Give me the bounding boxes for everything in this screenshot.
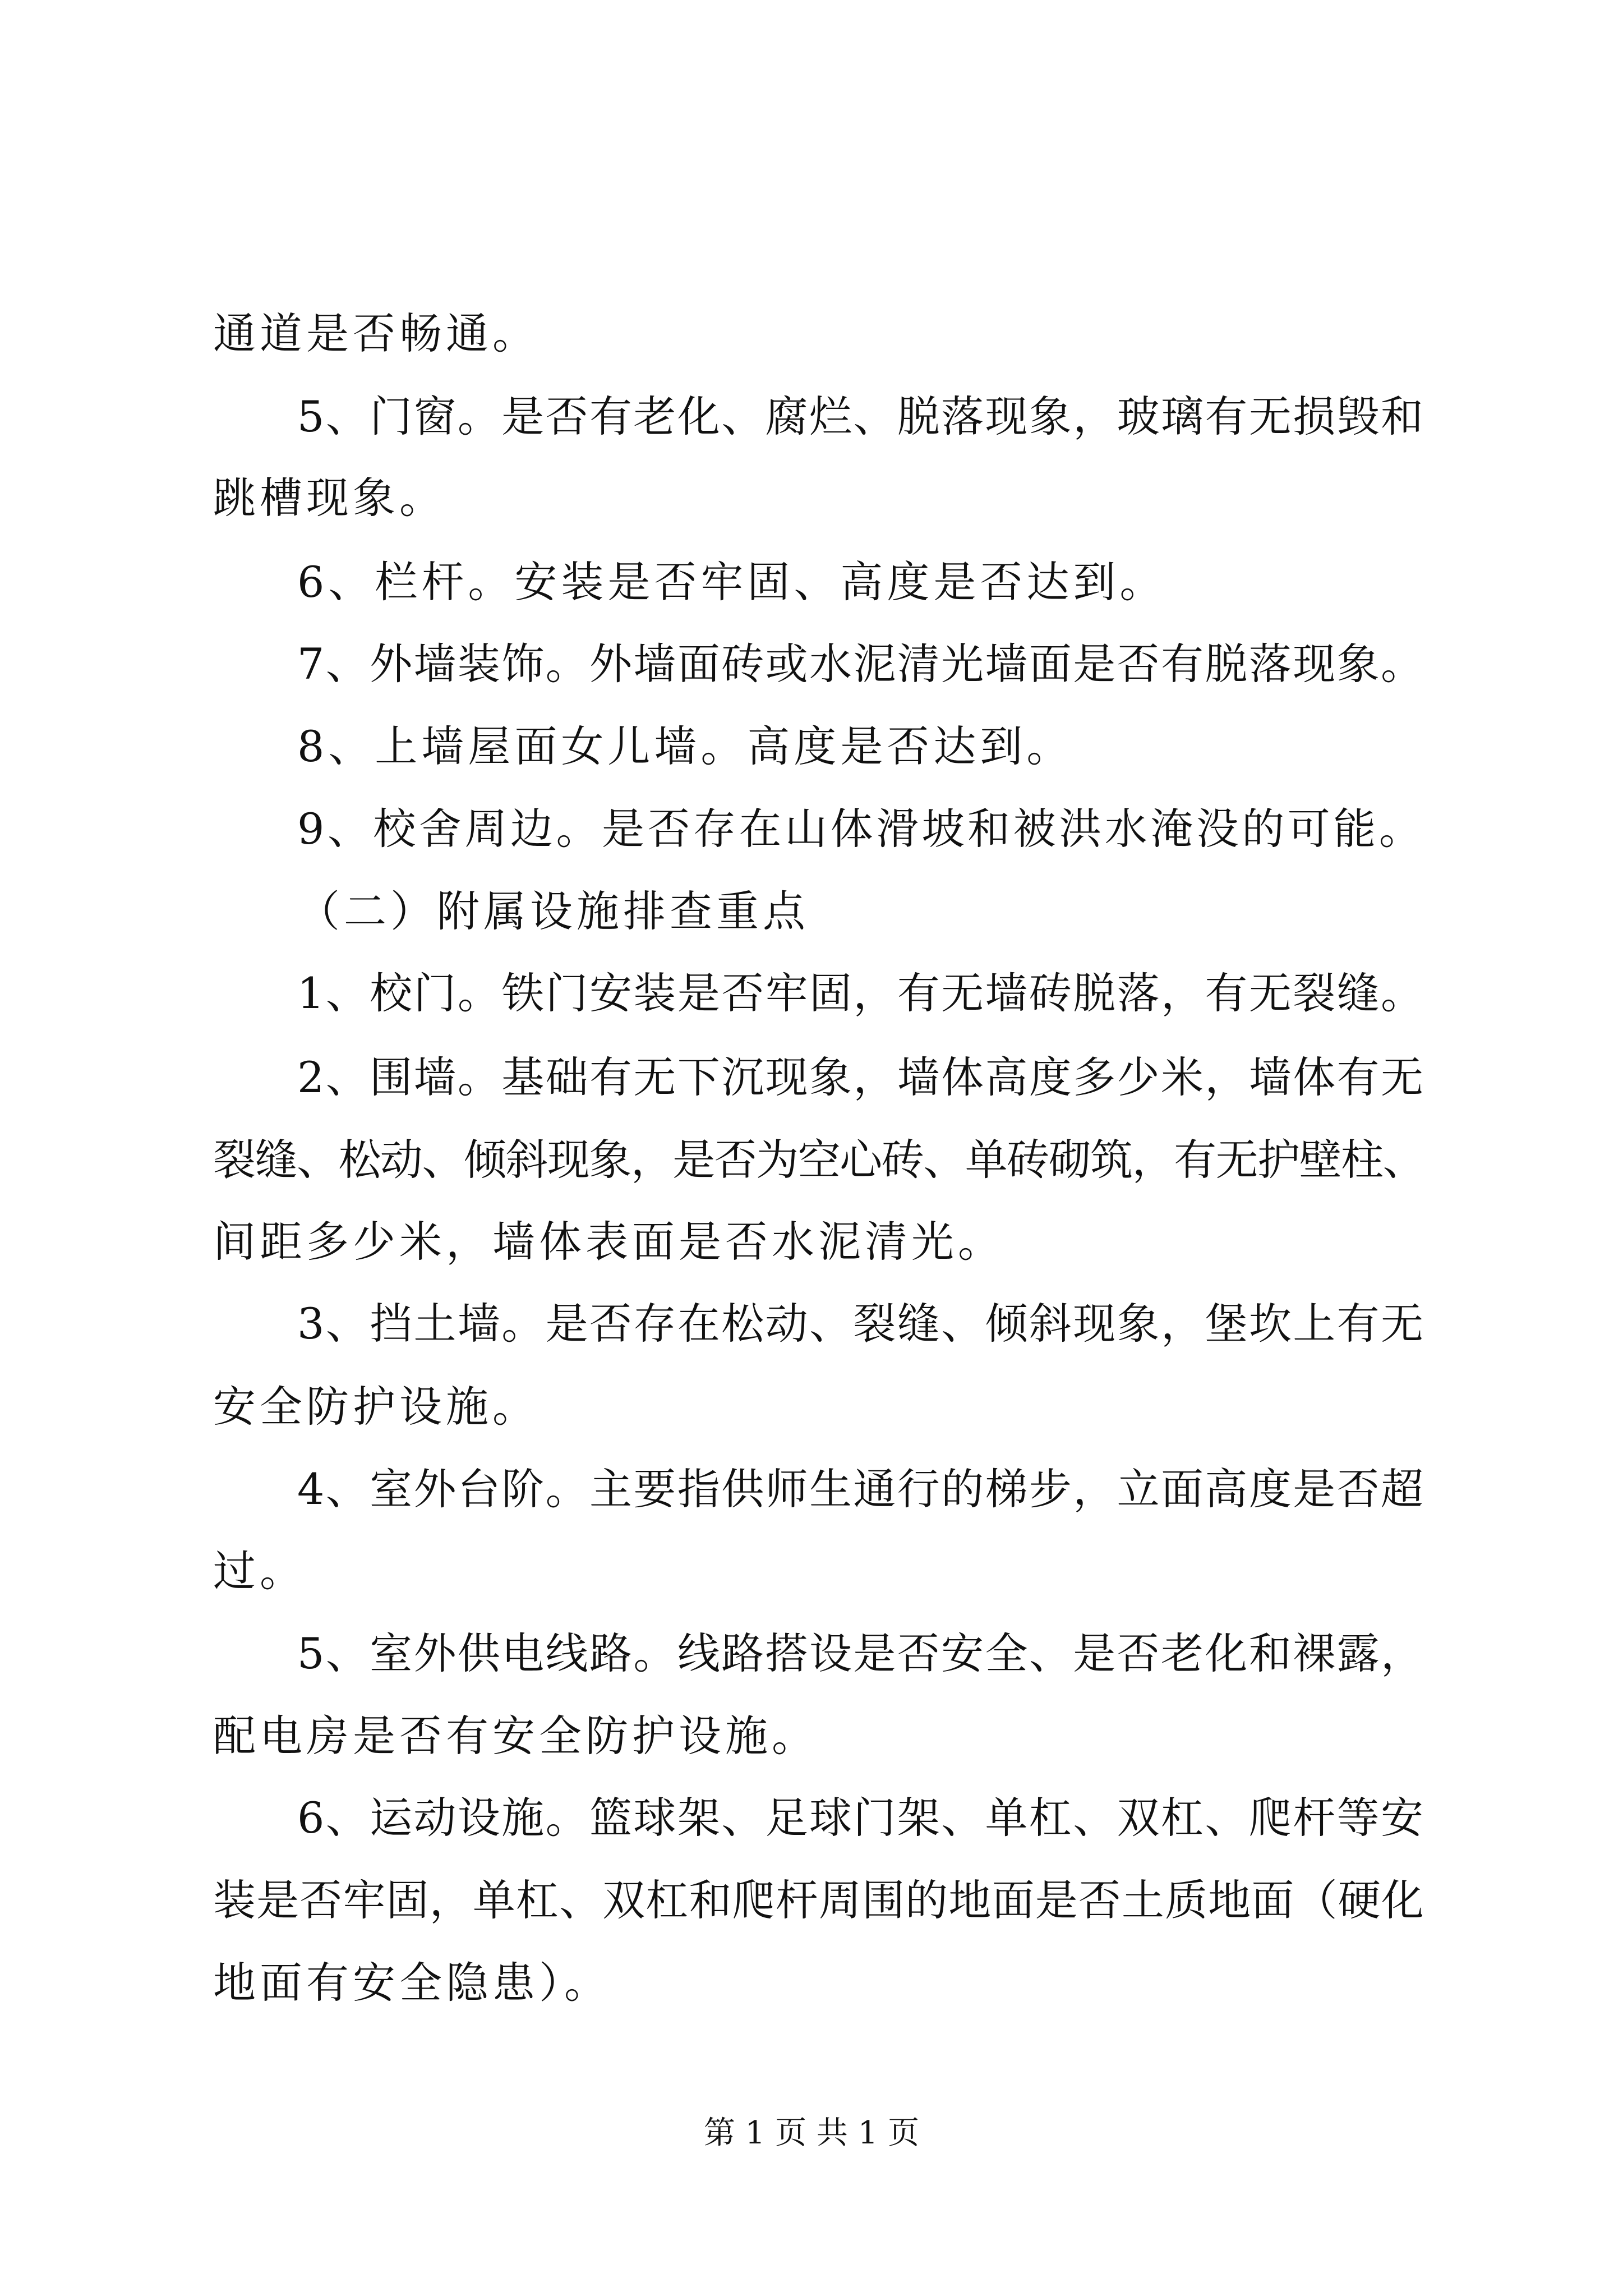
- paragraph-line: 4、室外台阶。主要指供师生通行的梯步，立面高度是否超: [297, 1464, 1425, 1514]
- paragraph-line: 5、门窗。是否有老化、腐烂、脱落现象，玻璃有无损毁和: [297, 392, 1425, 441]
- paragraph-line: 9、校舍周边。是否存在山体滑坡和被洪水淹没的可能。: [297, 804, 1425, 854]
- paragraph-line: 裂缝、松动、倾斜现象，是否为空心砖、单砖砌筑，有无护壁柱、: [213, 1135, 1424, 1185]
- paragraph-line: 通道是否畅通。: [213, 309, 539, 358]
- paragraph-line: 安全防护设施。: [213, 1382, 539, 1432]
- paragraph-line: 装是否牢固，单杠、双杠和爬杆周围的地面是否土质地面（硬化: [213, 1875, 1424, 1925]
- paragraph-line: 1、校门。铁门安装是否牢固，有无墙砖脱落，有无裂缝。: [297, 968, 1425, 1018]
- paragraph-line: 2、围墙。基础有无下沉现象，墙体高度多少米，墙体有无: [297, 1052, 1425, 1102]
- paragraph-line: 间距多少米，墙体表面是否水泥清光。: [213, 1217, 1004, 1267]
- paragraph-line: 地面有安全隐患）。: [213, 1958, 611, 2008]
- paragraph-line: 6、运动设施。篮球架、足球门架、单杠、双杠、爬杆等安: [297, 1793, 1425, 1843]
- section-heading: （二）附属设施排查重点: [297, 886, 809, 936]
- paragraph-line: 跳槽现象。: [213, 473, 446, 523]
- paragraph-line: 8、上墙屋面女儿墙。高度是否达到。: [297, 721, 1073, 771]
- paragraph-line: 3、挡土墙。是否存在松动、裂缝、倾斜现象，堡坎上有无: [297, 1299, 1425, 1349]
- paragraph-line: 过。: [213, 1546, 306, 1596]
- page-number-footer: 第 1 页 共 1 页: [703, 2115, 920, 2151]
- paragraph-line: 5、室外供电线路。线路搭设是否安全、是否老化和裸露，: [297, 1628, 1425, 1678]
- paragraph-line: 配电房是否有安全防护设施。: [213, 1711, 818, 1761]
- paragraph-line: 7、外墙装饰。外墙面砖或水泥清光墙面是否有脱落现象。: [297, 639, 1425, 689]
- paragraph-line: 6、栏杆。安装是否牢固、高度是否达到。: [297, 557, 1166, 607]
